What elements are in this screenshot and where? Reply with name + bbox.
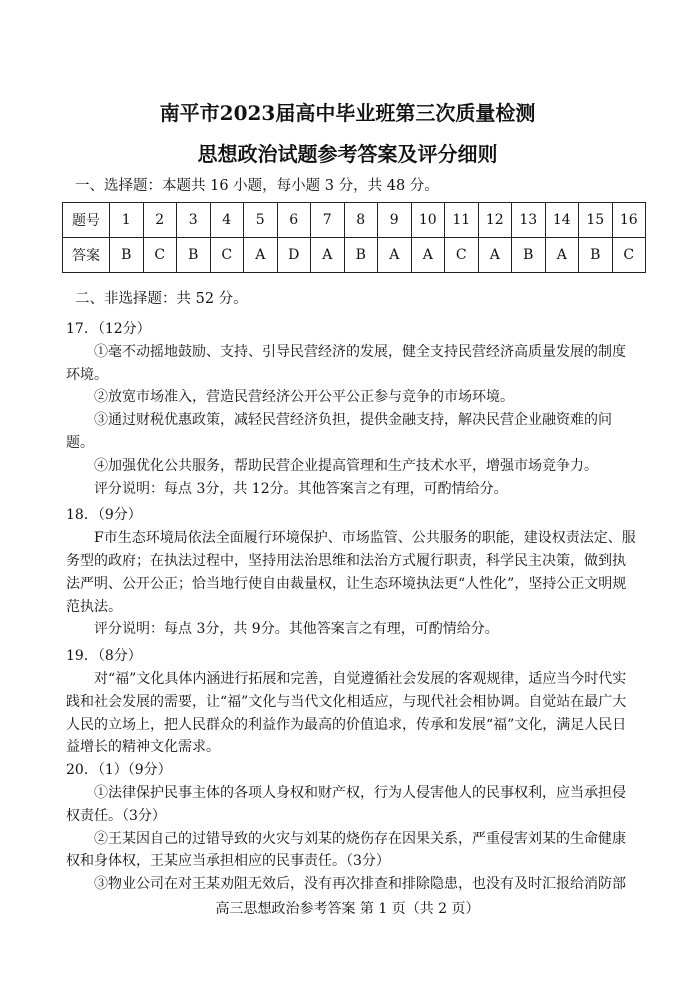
table-cell: 9 bbox=[378, 203, 412, 238]
table-cell: D bbox=[277, 238, 311, 273]
q17-point-3: ③通过财税优惠政策，减轻民营经济负担，提供金融支持，解决民营企业融资难的问题。 bbox=[66, 412, 612, 451]
table-cell: 11 bbox=[445, 203, 479, 238]
table-cell: A bbox=[478, 238, 512, 273]
document-title: 南平市2023届高中毕业班第三次质量检测 bbox=[159, 101, 536, 125]
table-cell: 4 bbox=[210, 203, 244, 238]
q19-header: 19．（8分） bbox=[66, 648, 142, 665]
row-label-answer: 答案 bbox=[63, 238, 110, 273]
q17-point-4: ④加强优化公共服务，帮助民营企业提高管理和生产技术水平，增强市场竞争力。 bbox=[94, 457, 598, 474]
q20-point-1: ①法律保护民事主体的各项人身权和财产权，行为人侵害他人的民事权利，应当承担侵权责任。（3分） bbox=[66, 784, 626, 824]
section-heading-nonchoice: 二、非选择题：共 52 分。 bbox=[75, 291, 248, 307]
table-cell: B bbox=[512, 238, 546, 273]
table-cell: A bbox=[311, 238, 345, 273]
table-cell: B bbox=[344, 238, 378, 273]
table-cell: B bbox=[110, 238, 144, 273]
table-cell: 6 bbox=[277, 203, 311, 238]
q17-scoring-note: 评分说明：每点 3分，共 12分。其他答案言之有理，可酌情给分。 bbox=[94, 480, 508, 497]
q19-answer: 对“福”文化具体内涵进行拓展和完善，自觉遵循社会发展的客观规律，适应当今时代实践和社会发展的需要，让“福”文化与当代文化相适应，与现代社会相协调。自觉站在最广大人民的立场上，把人民群众的利益作为最高的价值追求，传承和发展“福”文化，满足人民日益增长的精神文化需求。 bbox=[66, 670, 627, 756]
row-label-number: 题号 bbox=[63, 203, 110, 238]
table-cell: 8 bbox=[344, 203, 378, 238]
table-cell: C bbox=[445, 238, 479, 273]
page-footer: 高三思想政治参考答案 第 1 页（共 2 页） bbox=[215, 901, 480, 917]
q17-point-1: ①毫不动摇地鼓励、支持、引导民营经济的发展，健全支持民营经济高质量发展的制度环境。 bbox=[66, 343, 626, 383]
table-cell: 15 bbox=[579, 203, 613, 238]
table-cell: A bbox=[411, 238, 445, 273]
table-cell: C bbox=[612, 238, 646, 273]
table-cell: 16 bbox=[612, 203, 646, 238]
table-cell: 13 bbox=[512, 203, 546, 238]
answer-row bbox=[63, 238, 646, 273]
section-heading-choice: 一、选择题：本题共 16 小题，每小题 3 分，共 48 分。 bbox=[75, 178, 439, 194]
table-cell: 10 bbox=[411, 203, 445, 238]
table-cell: C bbox=[210, 238, 244, 273]
table-cell: A bbox=[244, 238, 278, 273]
table-cell: C bbox=[143, 238, 177, 273]
table-cell: 7 bbox=[311, 203, 345, 238]
answer-table bbox=[62, 202, 646, 273]
q18-scoring-note: 评分说明：每点 3分，共 9分。其他答案言之有理，可酌情给分。 bbox=[94, 621, 499, 638]
document-subtitle: 思想政治试题参考答案及评分细则 bbox=[197, 142, 498, 166]
table-cell: 12 bbox=[478, 203, 512, 238]
table-cell: 2 bbox=[143, 203, 177, 238]
table-cell: B bbox=[177, 238, 211, 273]
table-cell: B bbox=[579, 238, 613, 273]
table-cell: 1 bbox=[110, 203, 144, 238]
q18-header: 18．（9分） bbox=[66, 507, 142, 524]
q17-header: 17．（12分） bbox=[66, 321, 151, 337]
table-cell: A bbox=[545, 238, 579, 273]
question-number-row bbox=[63, 203, 646, 238]
q20-point-3: ③物业公司在对王某劝阻无效后，没有再次排查和排除隐患，也没有及时汇报给消防部 bbox=[94, 876, 626, 893]
q20-header: 20．（1）（9分） bbox=[66, 762, 172, 779]
table-cell: A bbox=[378, 238, 412, 273]
table-cell: 3 bbox=[177, 203, 211, 238]
table-cell: 5 bbox=[244, 203, 278, 238]
q18-answer: F市生态环境局依法全面履行环境保护、市场监管、公共服务的职能，建设权责法定、服务型的政府；在执法过程中，坚持用法治思维和法治方式履行职责，科学民主决策，做到执法严明、公开公正；恰当地行使自由裁量权，让生态环境执法更“人性化”，坚持公正文明规范执法。 bbox=[66, 530, 636, 615]
q20-point-2: ②王某因自己的过错导致的火灾与刘某的烧伤存在因果关系，严重侵害刘某的生命健康权和身体权，王某应当承担相应的民事责任。（3分） bbox=[66, 830, 626, 870]
answer-body bbox=[66, 318, 636, 896]
q17-point-2: ②放宽市场准入，营造民营经济公开公平公正参与竞争的市场环境。 bbox=[94, 389, 514, 406]
table-cell: 14 bbox=[545, 203, 579, 238]
